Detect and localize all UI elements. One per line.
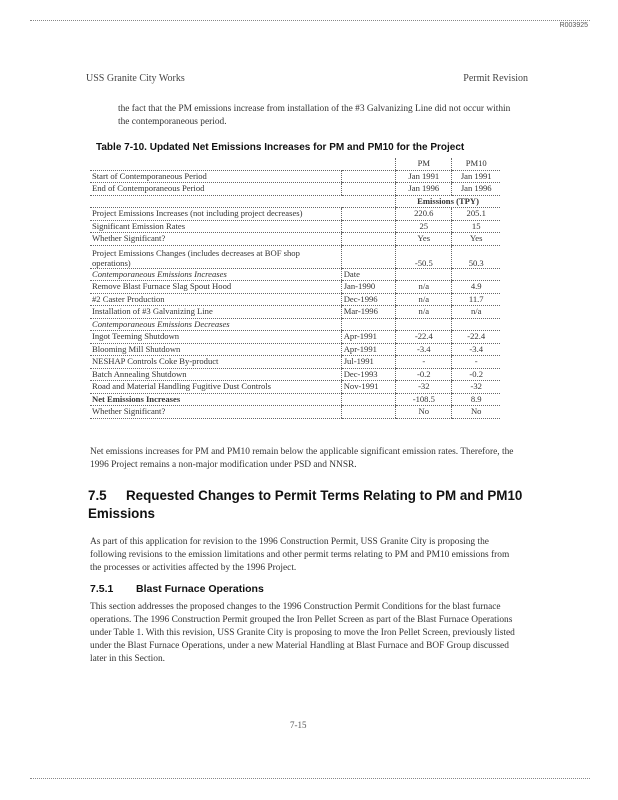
row-label: #2 Caster Production <box>90 293 341 306</box>
table-row <box>90 406 500 419</box>
row-date: Apr-1991 <box>341 331 395 344</box>
row-pm10-value: 8.9 <box>452 393 500 406</box>
row-date <box>341 406 395 419</box>
row-label: Installation of #3 Galvanizing Line <box>90 306 341 319</box>
row-date <box>341 220 395 233</box>
row-date: Apr-1991 <box>341 343 395 356</box>
table-row <box>90 393 500 406</box>
row-label: Contemporaneous Emissions Increases <box>90 268 341 281</box>
row-pm10-value: -0.2 <box>452 368 500 381</box>
row-date: Nov-1991 <box>341 381 395 394</box>
subsection-paragraph: This section addresses the proposed changes to the 1996 Construction Permit Conditions for the blast furnace operations. The 1996 Construction Permit grouped the Iron Pellet Screen as part of the Blast Furnace Operations under Table 1. With this revision, USS Granite City is proposing to move the Iron Pellet Screen, previously listed under the Blast Furnace Operations, under a new Material Handling at Blast Furnace and BOF Group discussed later in this Section. <box>90 602 515 664</box>
row-pm10-value: -3.4 <box>452 343 500 356</box>
table-row <box>90 233 500 246</box>
row-pm-value: -32 <box>396 381 452 394</box>
table-row <box>90 220 500 233</box>
table-row <box>90 356 500 369</box>
row-pm10-value <box>452 268 500 281</box>
table-row <box>90 306 500 319</box>
section-paragraph: As part of this application for revision to the 1996 Construction Permit, USS Granite City is proposing the following revisions to the emission limitations and other permit terms relating to PM and PM10 emissions from the processes or activities affected by the 1996 Project. <box>90 537 510 573</box>
row-date <box>341 183 395 196</box>
header-document-type: Permit Revision <box>463 73 528 84</box>
row-label: Ingot Teeming Shutdown <box>90 331 341 344</box>
table-caption: Table 7-10. Updated Net Emissions Increases for PM and PM10 for the Project <box>96 142 465 153</box>
row-pm-value: Yes <box>396 233 452 246</box>
row-pm-value: n/a <box>396 306 452 319</box>
after-table-paragraph: Net emissions increases for PM and PM10 remain below the applicable significant emission rates. Therefore, the 1996 Project remains a non-major modification under PSD and NNSR. <box>90 447 514 470</box>
section-title: Requested Changes to Permit Terms Relating to PM and PM10 Emissions <box>88 488 523 521</box>
row-date: Dec-1996 <box>341 293 395 306</box>
table-row <box>90 268 500 281</box>
subsection-number: 7.5.1 <box>90 583 114 595</box>
bottom-scan-border <box>30 778 590 779</box>
row-pm10-value: -32 <box>452 381 500 394</box>
row-date <box>341 170 395 183</box>
row-date: Jan-1990 <box>341 281 395 294</box>
table-row <box>90 208 500 221</box>
section-heading <box>88 487 528 523</box>
row-pm-value: No <box>396 406 452 419</box>
table-row <box>90 183 500 196</box>
row-label: Start of Contemporaneous Period <box>90 170 341 183</box>
table-row <box>90 318 500 331</box>
row-label: Project Emissions Changes (includes decreases at BOF shop operations) <box>90 245 341 268</box>
row-pm10-value: n/a <box>452 306 500 319</box>
row-pm-value: n/a <box>396 281 452 294</box>
table-row <box>90 343 500 356</box>
row-pm-value: -0.2 <box>396 368 452 381</box>
page-number: 7-15 <box>290 720 307 730</box>
row-pm10-value: 50.3 <box>452 245 500 268</box>
row-label: Blooming Mill Shutdown <box>90 343 341 356</box>
row-label: End of Contemporaneous Period <box>90 183 341 196</box>
row-label: Contemporaneous Emissions Decreases <box>90 318 341 331</box>
row-pm-value <box>396 318 452 331</box>
row-label: Road and Material Handling Fugitive Dust Controls <box>90 381 341 394</box>
row-pm-value: 25 <box>396 220 452 233</box>
emissions-table <box>90 158 500 419</box>
row-label: Net Emissions Increases <box>90 393 341 406</box>
row-pm10-value: Yes <box>452 233 500 246</box>
row-pm-value: - <box>396 356 452 369</box>
col-pm-header: PM <box>396 158 452 170</box>
col-pm10-header: PM10 <box>452 158 500 170</box>
row-pm10-value: - <box>452 356 500 369</box>
row-label: Project Emissions Increases (not including project decreases) <box>90 208 341 221</box>
row-date: Dec-1993 <box>341 368 395 381</box>
row-pm10-value: Jan 1991 <box>452 170 500 183</box>
table-row <box>90 293 500 306</box>
row-pm10-value: 205.1 <box>452 208 500 221</box>
table-header-row <box>90 158 500 170</box>
table-row <box>90 170 500 183</box>
row-date <box>341 318 395 331</box>
row-label: Batch Annealing Shutdown <box>90 368 341 381</box>
row-pm10-value: -22.4 <box>452 331 500 344</box>
subsection-heading <box>90 583 264 595</box>
row-pm-value <box>396 268 452 281</box>
table-row <box>90 195 500 208</box>
row-pm-value: n/a <box>396 293 452 306</box>
row-pm10-value: 4.9 <box>452 281 500 294</box>
table-row <box>90 331 500 344</box>
table-row <box>90 381 500 394</box>
emissions-units-header: Emissions (TPY) <box>396 195 500 208</box>
row-label: NESHAP Controls Coke By-product <box>90 356 341 369</box>
row-label: Whether Significant? <box>90 406 341 419</box>
row-pm10-value: No <box>452 406 500 419</box>
header-company: USS Granite City Works <box>86 73 185 84</box>
intro-paragraph: the fact that the PM emissions increase from installation of the #3 Galvanizing Line did not occur within the contemporaneous period. <box>118 104 511 127</box>
row-date <box>341 393 395 406</box>
row-date: Mar-1996 <box>341 306 395 319</box>
row-pm-value: -50.5 <box>396 245 452 268</box>
row-pm10-value: 15 <box>452 220 500 233</box>
row-pm-value: -108.5 <box>396 393 452 406</box>
row-pm10-value <box>452 318 500 331</box>
table-row <box>90 245 500 268</box>
row-label: Significant Emission Rates <box>90 220 341 233</box>
section-number: 7.5 <box>88 488 107 503</box>
table-row <box>90 281 500 294</box>
row-pm10-value: Jan 1996 <box>452 183 500 196</box>
row-date <box>341 233 395 246</box>
row-pm-value: -3.4 <box>396 343 452 356</box>
row-label: Remove Blast Furnace Slag Spout Hood <box>90 281 341 294</box>
row-pm10-value: 11.7 <box>452 293 500 306</box>
top-scan-border <box>30 20 590 21</box>
table-row <box>90 368 500 381</box>
row-pm-value: -22.4 <box>396 331 452 344</box>
row-date <box>341 208 395 221</box>
row-date: Jul-1991 <box>341 356 395 369</box>
row-label: Whether Significant? <box>90 233 341 246</box>
row-pm-value: Jan 1991 <box>396 170 452 183</box>
row-date: Date <box>341 268 395 281</box>
document-number: R003925 <box>559 22 588 29</box>
row-date <box>341 245 395 268</box>
row-pm-value: 220.6 <box>396 208 452 221</box>
row-pm-value: Jan 1996 <box>396 183 452 196</box>
subsection-title: Blast Furnace Operations <box>136 583 264 595</box>
